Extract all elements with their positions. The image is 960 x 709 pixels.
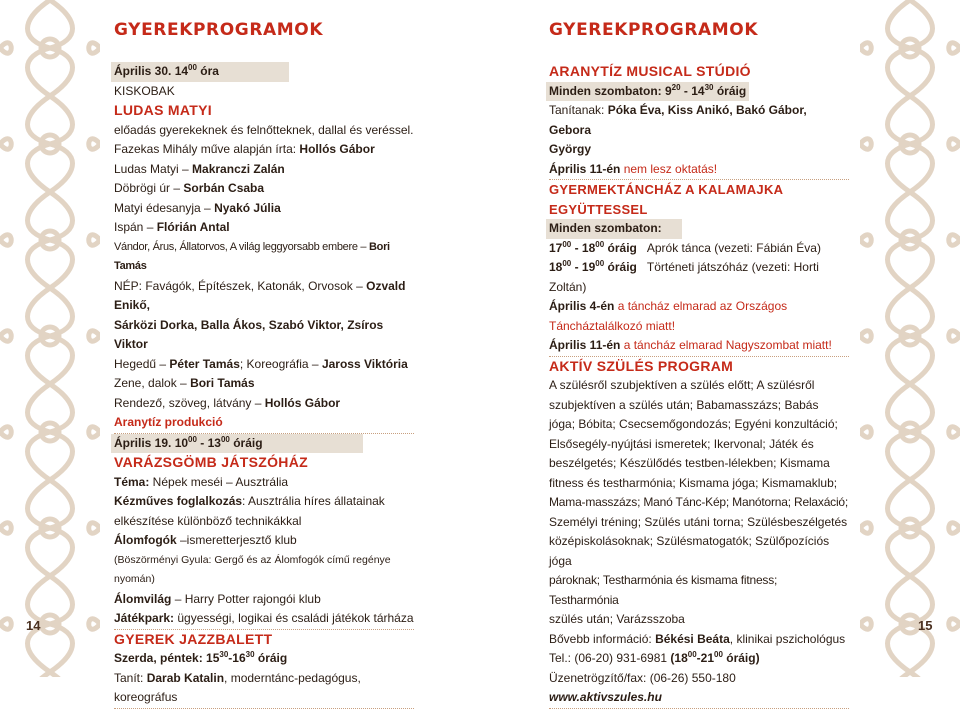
cast-more: Sárközi Dorka, Balla Ákos, Szabó Viktor, Zsíros Viktor [114, 317, 384, 351]
ornament-left [0, 0, 100, 677]
left-column [114, 62, 414, 709]
production-name: Aranytíz produkció [114, 415, 223, 429]
aktiv-phone: Tel.: (06-20) 931-6981 ($18^{00}-21^{00}$ óráig) [549, 650, 760, 665]
right-column [549, 62, 849, 709]
varazs-kezmuves-2: elkészítése különböző technikákkal [114, 513, 302, 528]
aktiv-line: A szülésről szubjektíven a szülés előtt; A szülésről [549, 378, 815, 392]
tanchaz-note-2: Április 11-én a táncház elmarad Nagyszombat miatt! [549, 338, 832, 352]
cast-row: Vándor, Árus, Állatorvos, A világ leggyorsabb embere – Bori Tamás [114, 240, 390, 272]
varazs-date: Április 19. $10^{00} - 13^{00}$ óráig [114, 434, 414, 454]
credits-rendezo: Rendező, szöveg, látvány – Hollós Gábor [114, 395, 341, 410]
varazs-alomvilag: Álomvilág – Harry Potter rajongói klub [114, 591, 321, 606]
musical-title: ARANYTÍZ MUSICAL STÚDIÓ [549, 63, 751, 79]
divider [114, 708, 414, 709]
tanchaz-schedule: Minden szombaton: [549, 219, 849, 239]
aktiv-line: jóga; Bóbita; Csecsemőgondozás; Egyéni konzultáció; [549, 417, 838, 431]
varazs-jatekpark: Játékpark: ügyességi, logikai és családi játékok tárháza [114, 611, 414, 625]
cast-row: NÉP: Favágók, Építészek, Katonák, Orvosok – Ozvald Enikő, [114, 278, 406, 312]
varazs-alomfogok-note: (Böszörményi Gyula: Gergő és az Álomfogók című regénye nyomán) [114, 553, 391, 585]
aktiv-info: Bővebb információ: Békési Beáta, klinikai pszichológus [549, 631, 846, 646]
page-number-left: 14 [26, 618, 41, 633]
aktiv-line: Elsősegély-nyújtási ismeretek; Ikervonal; Játék és [549, 436, 814, 451]
musical-note: Április 11-én nem lesz oktatás! [549, 161, 718, 176]
aktiv-line: Mama-masszázs; Manó Tánc-Kép; Manótorna; Relaxáció; [549, 495, 849, 509]
ornament-right [860, 0, 960, 677]
musical-teachers: Tanítanak: Póka Éva, Kiss Anikó, Bakó Gábor, Gebora [549, 103, 807, 137]
tanchaz-note-1b: Táncháztalálkozó miatt! [549, 318, 676, 333]
aktiv-title: AKTÍV SZÜLÉS PROGRAM [549, 357, 734, 374]
tanchaz-row: $18^{00} - 19^{00}$ óráig Történeti játszóház (vezeti: Horti Zoltán) [549, 259, 819, 294]
aktiv-fax: Üzenetrögzítő/fax: (06-26) 550-180 [549, 670, 736, 685]
aktiv-line: szubjektíven a szülés után; Babamasszázs; Babás [549, 397, 819, 412]
aktiv-website[interactable]: www.aktivszules.hu [549, 690, 662, 704]
credits-hegedu: Hegedű – Péter Tamás; Koreográfia – Jaross Viktória [114, 356, 408, 371]
aktiv-line: beszélgetés; Készülődés testben-lélekben; Kismama [549, 456, 830, 470]
cast-row: Ispán – Flórián Antal [114, 220, 230, 234]
ludas-desc: előadás gyerekeknek és felnőtteknek, dallal és veréssel. [114, 122, 414, 137]
varazs-kezmuves: Kézműves foglalkozás: Ausztrália híres állatainak [114, 494, 385, 508]
cast-row: Döbrögi úr – Sorbán Csaba [114, 181, 265, 195]
credits-zene: Zene, dalok – Bori Tamás [114, 376, 255, 390]
aktiv-line: pároknak; Testharmónia és kismama fitness; Testharmónia [549, 573, 778, 607]
tanchaz-title: GYERMEKTÁNCHÁZ A KALAMAJKA EGYÜTTESSEL [549, 182, 783, 217]
aktiv-line: szülés után; Varázsszoba [549, 612, 685, 626]
page-heading-left: GYEREKPROGRAMOK [114, 20, 324, 40]
jazz-teacher: Tanít: Darab Katalin, moderntánc-pedagógus, koreográfus [114, 670, 361, 704]
ludas-date: Április 30. $14^{00}$ óra [114, 62, 414, 82]
ludas-title: LUDAS MATYI [114, 102, 212, 118]
ludas-venue: KISKOBAK [114, 83, 175, 98]
cast-row: Ludas Matyi – Makranczi Zalán [114, 161, 285, 176]
jazz-schedule: Szerda, péntek: $15^{30}-16^{30}$ óráig [114, 650, 288, 665]
aktiv-line: középiskolásoknak; Szülésmatogatók; Szülőpozíciós jóga [549, 534, 830, 568]
divider [549, 708, 849, 709]
aktiv-line: Személyi tréning; Szülés utáni torna; Szülésbeszélgetés [549, 514, 848, 529]
page-heading-right: GYEREKPROGRAMOK [549, 20, 759, 40]
aktiv-line: fitness és testharmónia; Kismama jóga; Kismamaklub; [549, 475, 838, 490]
jazz-title: GYEREK JAZZBALETT [114, 630, 273, 647]
page-number-right: 15 [918, 618, 933, 633]
tanchaz-note-1: Április 4-én a táncház elmarad az Országos [549, 299, 788, 313]
ludas-author: Fazekas Mihály műve alapján írta: Hollós Gábor [114, 142, 375, 156]
varazs-tema: Téma: Népek meséi – Ausztrália [114, 474, 289, 489]
musical-schedule: Minden szombaton: $9^{20} - 14^{30}$ óráig [549, 82, 849, 102]
musical-teachers-2: György [549, 142, 592, 156]
varazs-alomfogok: Álomfogók –ismeretterjesztő klub [114, 533, 297, 547]
tanchaz-row: $17^{00} - 18^{00}$ óráig Aprók tánca (vezeti: Fábián Éva) [549, 239, 821, 255]
cast-row: Matyi édesanyja – Nyakó Júlia [114, 200, 281, 215]
varazs-title: VARÁZSGÖMB JÁTSZÓHÁZ [114, 454, 308, 470]
